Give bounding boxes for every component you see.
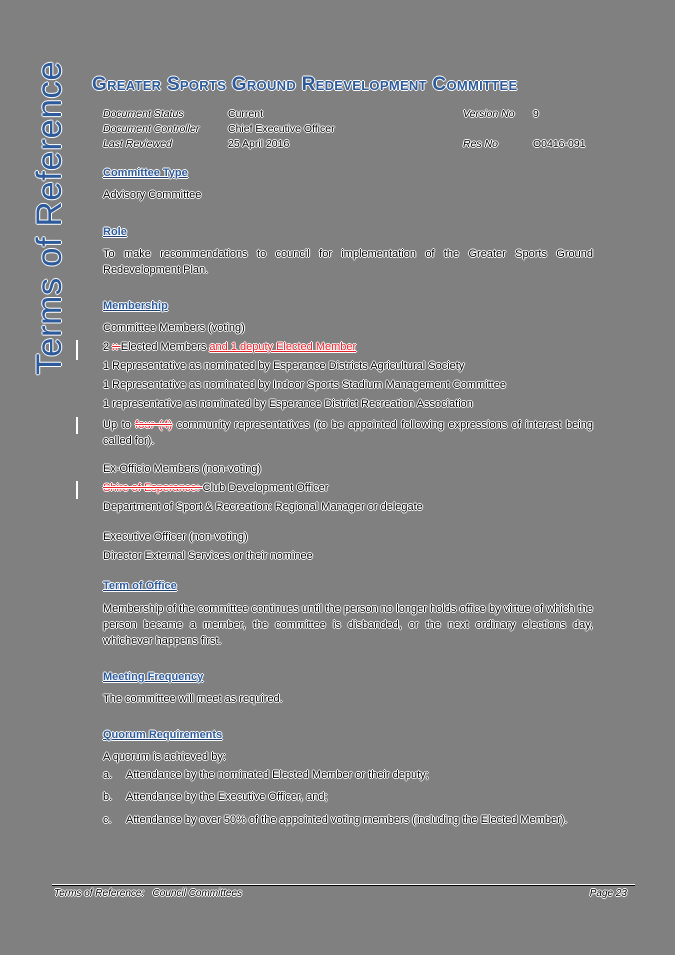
committee-type-heading: Committee Type	[103, 167, 188, 179]
rep-indoor-sports: 1 Representative as nominated by Indoor Sports Stadium Management Committee	[103, 379, 506, 391]
deleted-text: four (4)	[135, 419, 173, 431]
term-of-office-text: Membership of the committee continues until the person no longer holds office by virtue of which the person became a member, the committee is disbanded, or the next ordinary elections day, whichever happens first.	[103, 603, 593, 647]
change-bar	[76, 417, 78, 434]
footer-divider	[52, 884, 635, 885]
quorum-intro: A quorum is achieved by:	[103, 751, 226, 763]
meeting-frequency-text: The committee will meet as required.	[103, 693, 283, 705]
reviewed-value: 25 April 2016	[228, 138, 290, 150]
change-bar	[76, 340, 78, 360]
elected-text: Elected Members	[120, 341, 210, 353]
meeting-frequency-heading: Meeting Frequency	[103, 671, 204, 683]
page-number: Page 23	[589, 888, 627, 899]
side-title: Terms of Reference	[30, 60, 69, 375]
status-label: Document Status	[103, 108, 184, 120]
deleted-text: x	[112, 341, 121, 353]
elected-prefix: 2	[103, 341, 113, 353]
voting-members-heading: Committee Members (voting)	[103, 322, 245, 334]
deleted-text: Shire of Esperance:	[103, 482, 203, 494]
rep-agricultural-society: 1 Representative as nominated by Esperance Districts Agricultural Society	[103, 360, 465, 372]
quorum-item: b. Attendance by the Executive Officer, and;	[103, 791, 328, 803]
quorum-item: c. Attendance by over 50% of the appointed voting members (including the Elected Member).	[103, 814, 568, 826]
quorum-heading: Quorum Requirements	[103, 729, 223, 741]
community-reps-text: Up to four (4) community representatives (to be appointed following expressions of interest being called for).	[103, 419, 593, 447]
rep-recreation-association: 1 representative as nominated by Esperance District Recreation Association	[103, 398, 473, 410]
exofficio-heading: Ex-Officio Members (non-voting)	[103, 463, 262, 475]
controller-label: Document Controller	[103, 123, 200, 135]
quorum-item: a. Attendance by the nominated Elected Member or their deputy;	[103, 769, 429, 781]
term-of-office-heading: Term of Office	[103, 580, 177, 592]
version-value: 9	[533, 108, 539, 120]
res-label: Res No	[463, 138, 499, 150]
executive-officer-text: Director External Services or their nominee	[103, 550, 313, 562]
controller-value: Chief Executive Officer	[228, 123, 335, 135]
footer-left: Terms of Reference: Council Committees	[54, 888, 243, 899]
document-title: Greater Sports Ground Redevelopment Committee	[92, 74, 518, 95]
inserted-text: and 1 deputy Elected Member	[209, 341, 357, 353]
elected-members-line	[103, 341, 356, 353]
dsr-line: Department of Sport & Recreation: Regional Manager or delegate	[103, 501, 423, 513]
exofficio-line: Shire of Esperance: Club Development Officer	[103, 482, 329, 494]
membership-heading: Membership	[103, 300, 168, 312]
role-text: To make recommendations to council for implementation of the Greater Sports Ground Redevelopment Plan.	[103, 248, 593, 276]
change-bar	[76, 481, 78, 499]
res-value: O0416-091	[533, 138, 586, 150]
role-heading: Role	[103, 226, 127, 238]
reviewed-label: Last Reviewed	[103, 138, 172, 150]
status-value: Current	[228, 108, 264, 120]
executive-officer-heading: Executive Officer (non-voting)	[103, 531, 248, 543]
version-label: Version No	[463, 108, 515, 120]
committee-type-text: Advisory Committee	[103, 189, 202, 201]
